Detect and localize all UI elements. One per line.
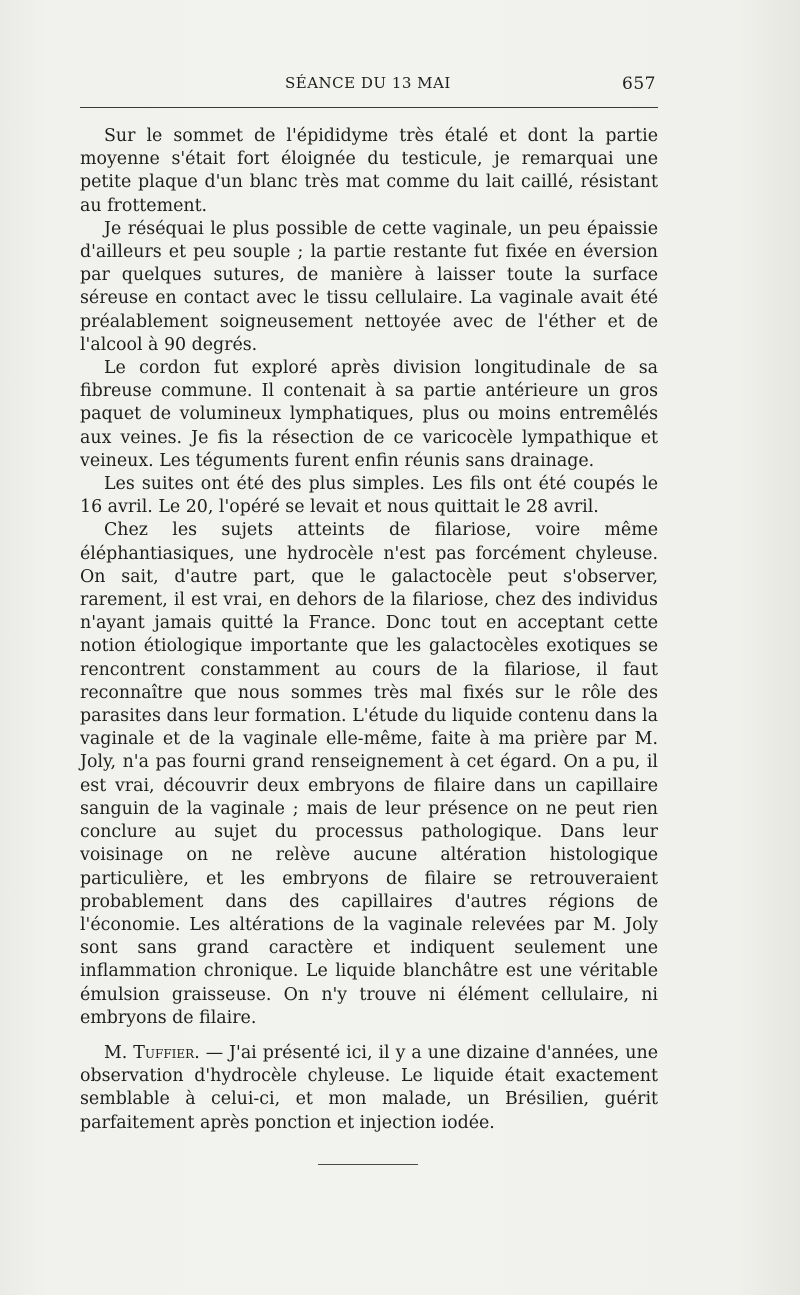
end-rule — [318, 1164, 418, 1165]
page-header — [80, 74, 658, 96]
header-rule — [80, 107, 658, 108]
paragraph-filariose: Chez les sujets atteints de filariose, voire même éléphantiasiques, une hydrocèle n'est pas forcément chyleuse. On sait, d'autre part, que le galactocèle peut s'observer, rarement, il est vrai, en dehors de la filariose, chez des individus n'ayant jamais quitté la France. Donc tout en acceptant cette notion étiologique importante que les galactocèles exotiques se rencontrent constamment au cours de la filariose, il faut reconnaître que nous sommes très mal fixés sur le rôle des parasites dans leur formation. L'étude du liquide contenu dans la vaginale et de la vaginale elle-même, faite à ma prière par M. Joly, n'a pas fourni grand renseignement à cet égard. On a pu, il est vrai, découvrir deux embryons de filaire dans un capillaire sanguin de la vaginale ; mais de leur présence on ne peut rien conclure au sujet du processus pathologique. Dans leur voisinage on ne relève aucune altération histologique particulière, et les embryons de filaire se retrouveraient probablement dans des capillaires d'autres régions de l'économie. Les altérations de la vaginale relevées par M. Joly sont sans grand caractère et indiquent seulement une inflammation chronique. Le liquide blanchâtre est une véritable émulsion graisseuse. On n'y trouve ni élément cellulaire, ni embryons de filaire. — [80, 520, 658, 1028]
intervention-text: — J'ai présenté ici, il y a une dizaine d'années, une observation d'hydrocèle chyleuse. Le liquide était exactement semblable à celui-ci, et mon malade, un Brésilien, guérit parfaitement après ponction et injection iodée. — [80, 1043, 658, 1133]
paragraph-epididyme: Sur le sommet de l'épididyme très étalé et dont la partie moyenne s'était fort éloignée du testicule, je remarquai une petite plaque d'un blanc très mat comme du lait caillé, résistant au frottement. — [80, 126, 658, 216]
intervention-paragraph — [80, 1042, 658, 1135]
page-number: 657 — [622, 74, 656, 94]
paragraph-suites: Les suites ont été des plus simples. Les fils ont été coupés le 16 avril. Le 20, l'opéré se levait et nous quittait le 28 avril. — [80, 474, 658, 518]
speaker-name: M. Tuffier. — [104, 1043, 200, 1063]
running-head: SÉANCE DU 13 MAI — [285, 74, 451, 92]
body-text — [80, 125, 658, 1030]
paragraph-cordon: Le cordon fut exploré après division longitudinale de sa fibreuse commune. Il contenait à sa partie antérieure un gros paquet de volumineux lymphatiques, plus ou moins entremêlés aux veines. Je fis la résection de ce varicocèle lympathique et veineux. Les téguments furent enfin réunis sans drainage. — [80, 358, 658, 471]
paragraph-vaginale-resection: Je réséquai le plus possible de cette vaginale, un peu épaissie d'ailleurs et peu souple ; la partie restante fut fixée en éversion par quelques sutures, de manière à laisser toute la surface séreuse en contact avec le tissu cellulaire. La vaginale avait été préalablement soigneusement nettoyée avec de l'éther et de l'alcool à 90 degrés. — [80, 218, 658, 355]
intervention — [80, 1042, 658, 1135]
